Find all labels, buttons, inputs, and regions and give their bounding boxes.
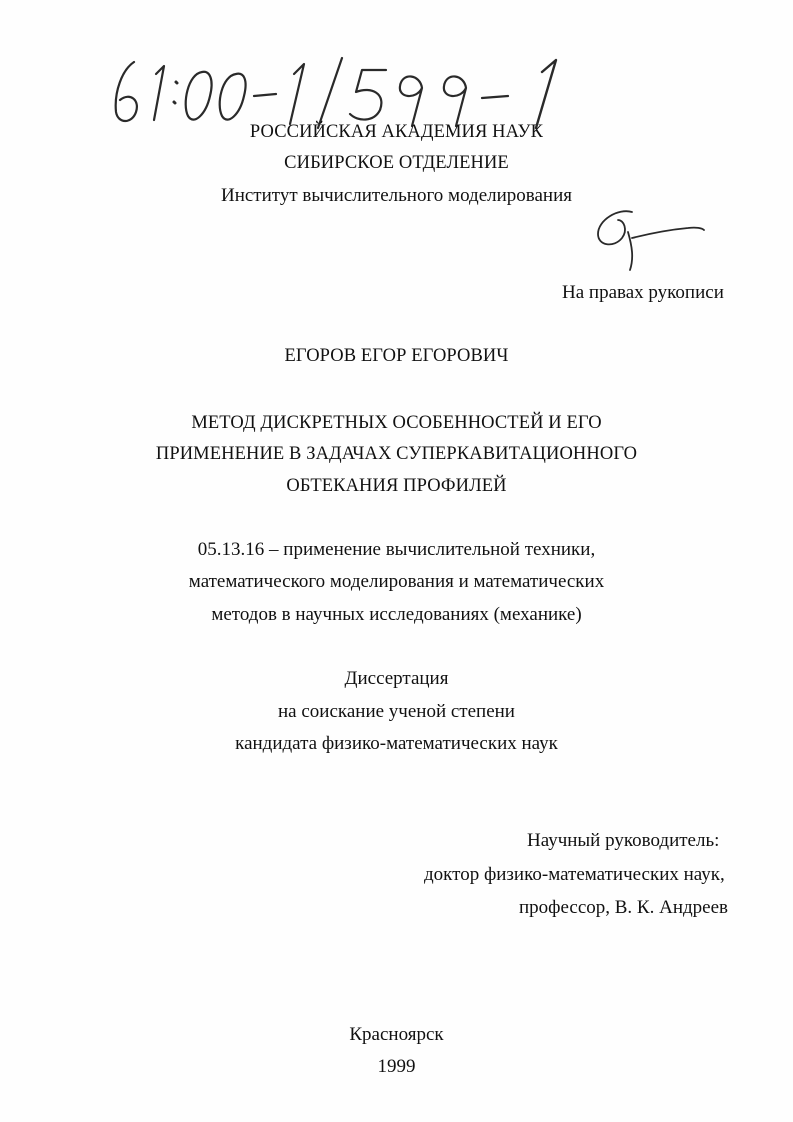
title-line: ОБТЕКАНИЯ ПРОФИЛЕЙ <box>286 476 507 496</box>
degree-line: Диссертация <box>344 668 449 689</box>
city: Красноярск <box>349 1024 444 1045</box>
title-line: МЕТОД ДИСКРЕТНЫХ ОСОБЕННОСТЕЙ И ЕГО <box>191 413 602 433</box>
specialty-line: 05.13.16 – применение вычислительной техники, <box>197 539 596 560</box>
specialty-line: методов в научных исследованиях (механике) <box>211 604 582 625</box>
advisor-label: Научный руководитель: <box>527 830 720 851</box>
academy-name: РОССИЙСКАЯ АКАДЕМИЯ НАУК <box>249 122 544 142</box>
author-name: ЕГОРОВ ЕГОР ЕГОРОВИЧ <box>284 346 509 366</box>
degree-line: на соискание ученой степени <box>278 701 515 722</box>
title-line: ПРИМЕНЕНИЕ В ЗАДАЧАХ СУПЕРКАВИТАЦИОННОГО <box>155 444 638 464</box>
advisor-degree: доктор физико-математических наук, <box>424 864 725 885</box>
institute-name: Институт вычислительного моделирования <box>220 185 573 206</box>
handwritten-signature <box>588 206 708 272</box>
specialty-line: математического моделирования и математических <box>188 571 605 592</box>
advisor-name: профессор, В. К. Андреев <box>519 897 728 918</box>
year: 1999 <box>377 1056 416 1077</box>
branch-name: СИБИРСКОЕ ОТДЕЛЕНИЕ <box>284 153 509 173</box>
degree-line: кандидата физико-математических наук <box>235 733 558 754</box>
handwritten-archive-number <box>104 52 574 132</box>
manuscript-note: На правах рукописи <box>562 282 724 303</box>
